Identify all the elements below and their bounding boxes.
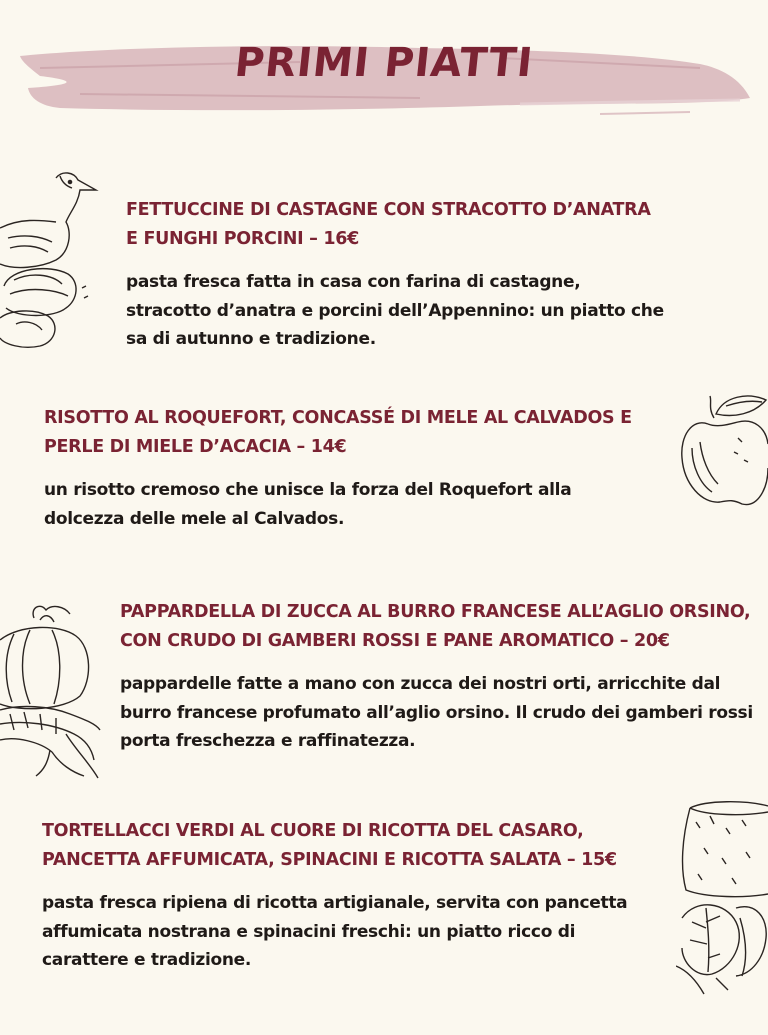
dish-description: pasta fresca fatta in casa con farina di castagne, stracotto d’anatra e porcini dell’Appennino: un piatto che sa di autunno e tradizione. xyxy=(126,272,664,349)
dish-description: pappardelle fatte a mano con zucca dei nostri orti, arricchite dal burro francese profumato all’aglio orsino. Il crudo dei gamberi rossi porta freschezza e raffinatezza. xyxy=(120,674,753,751)
pumpkin-and-shrimp-icon xyxy=(0,600,104,780)
dish-description: un risotto cremoso che unisce la forza del Roquefort alla dolcezza delle mele al Calvados. xyxy=(44,480,572,529)
ricotta-and-spinach-icon xyxy=(676,798,768,996)
dish-title: PAPPARDELLA DI ZUCCA AL BURRO FRANCESE ALL’AGLIO ORSINO, CON CRUDO DI GAMBERI ROSSI E PANE AROMATICO – 20€ xyxy=(120,602,751,651)
dish-title: TORTELLACCI VERDI AL CUORE DI RICOTTA DEL CASARO, PANCETTA AFFUMICATA, SPINACINI E RICOTTA SALATA – 15€ xyxy=(42,821,617,870)
dish-title: FETTUCCINE DI CASTAGNE CON STRACOTTO D’ANATRA E FUNGHI PORCINI – 16€ xyxy=(126,200,651,249)
duck-and-mushroom-icon xyxy=(0,168,100,350)
dish-title: RISOTTO AL ROQUEFORT, CONCASSÉ DI MELE AL CALVADOS E PERLE DI MIELE D’ACACIA – 14€ xyxy=(44,408,632,457)
dish-card xyxy=(126,196,666,354)
dish-card xyxy=(44,404,644,533)
page-title: PRIMI PIATTI xyxy=(232,40,536,86)
dish-card xyxy=(120,598,760,756)
dish-card xyxy=(42,817,662,975)
apple-icon xyxy=(678,388,768,522)
dish-description: pasta fresca ripiena di ricotta artigianale, servita con pancetta affumicata nostrana e spinacini freschi: un piatto ricco di carattere e tradizione. xyxy=(42,893,628,970)
